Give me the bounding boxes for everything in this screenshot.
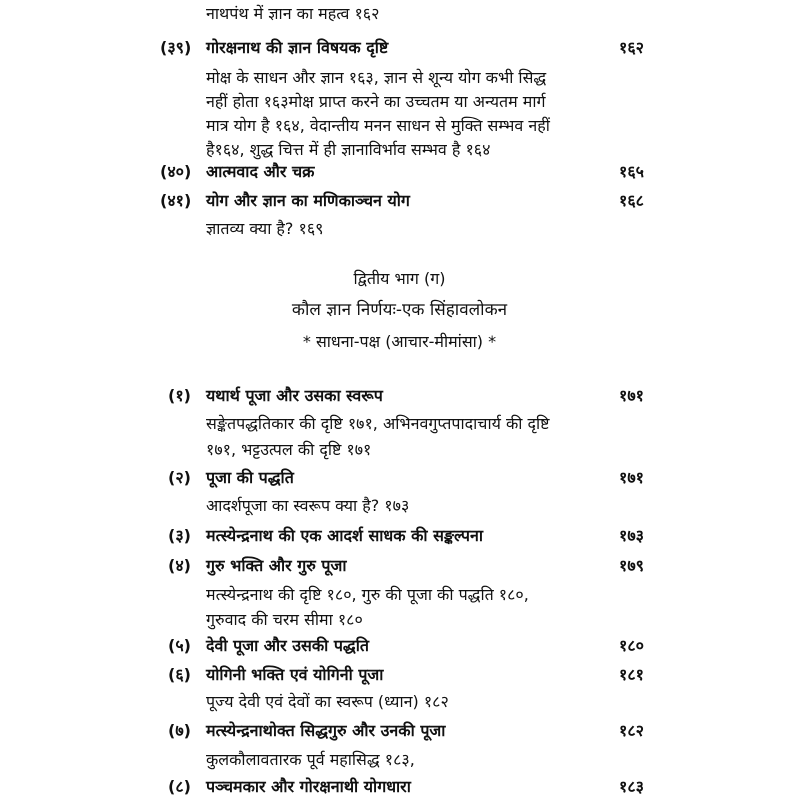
entry-page-number: १७१ xyxy=(619,386,644,405)
entry-page-number: १८० xyxy=(619,636,644,655)
entry-detail-line: कुलकौलावतारक पूर्व महासिद्ध १८३, xyxy=(206,750,415,769)
entry-page-number: १८२ xyxy=(619,721,644,740)
entry-title: गोरक्षनाथ की ज्ञान विषयक दृष्टि xyxy=(206,38,389,57)
entry-detail-line: नहीं होता १६३मोक्ष प्राप्त करने का उच्चतम या अन्यतम मार्ग xyxy=(206,92,546,111)
entry-page-number: १६२ xyxy=(619,38,644,57)
entry-detail-line: है१६४, शुद्ध चित्त में ही ज्ञानाविर्भाव सम्भव है १६४ xyxy=(206,140,491,159)
entry-page-number: १८३ xyxy=(619,777,644,796)
entry-title: यथार्थ पूजा और उसका स्वरूप xyxy=(206,386,383,405)
entry-number: (४०) xyxy=(160,162,192,181)
entry-title: पूजा की पद्धति xyxy=(206,468,294,487)
section-subtitle: * साधना-पक्ष (आचार-मीमांसा) * xyxy=(302,332,497,351)
entry-title: देवी पूजा और उसकी पद्धति xyxy=(206,636,369,655)
entry-page-number: १७९ xyxy=(619,556,644,575)
entry-page-number: १६८ xyxy=(619,191,644,210)
entry-title: गुरु भक्ति और गुरु पूजा xyxy=(206,556,347,575)
entry-title: योग और ज्ञान का मणिकाञ्चन योग xyxy=(206,191,410,210)
entry-number: (६) xyxy=(168,665,191,684)
continuation-line: नाथपंथ में ज्ञान का महत्व १६२ xyxy=(206,4,380,23)
entry-number: (३९) xyxy=(160,38,192,57)
entry-number: (८) xyxy=(168,777,191,796)
entry-detail-line: मात्र योग है १६४, वेदान्तीय मनन साधन से मुक्ति सम्भव नहीं xyxy=(206,116,550,135)
entry-number: (५) xyxy=(168,636,191,655)
entry-title: योगिनी भक्ति एवं योगिनी पूजा xyxy=(206,665,384,684)
entry-detail-line: आदर्शपूजा का स्वरूप क्या है? १७३ xyxy=(206,496,410,515)
entry-detail-line: सङ्केतपद्धतिकार की दृष्टि १७१, अभिनवगुप्तपादाचार्य की दृष्टि xyxy=(206,414,550,433)
entry-detail-line: गुरुवाद की चरम सीमा १८० xyxy=(206,610,363,629)
entry-title: आत्मवाद और चक्र xyxy=(206,162,315,181)
entry-title: मत्स्येन्द्रनाथ की एक आदर्श साधक की सङ्कल्पना xyxy=(206,526,484,545)
section-title: कौल ज्ञान निर्णयः-एक सिंहावलोकन xyxy=(291,300,508,320)
entry-number: (१) xyxy=(168,386,191,405)
entry-detail-line: १७१, भट्टउत्पल की दृष्टि १७१ xyxy=(206,440,372,459)
entry-detail-line: ज्ञातव्य क्या है? १६९ xyxy=(206,219,324,238)
entry-title: पञ्चमकार और गोरक्षनाथी योगधारा xyxy=(206,777,411,796)
entry-number: (४) xyxy=(168,556,191,575)
entry-detail-line: मोक्ष के साधन और ज्ञान १६३, ज्ञान से शून्य योग कभी सिद्ध xyxy=(206,68,547,87)
section-part-heading: द्वितीय भाग (ग) xyxy=(353,269,446,288)
entry-detail-line: मत्स्येन्द्रनाथ की दृष्टि १८०, गुरु की पूजा की पद्धति १८०, xyxy=(206,585,529,604)
entry-number: (३) xyxy=(168,526,191,545)
entry-page-number: १७१ xyxy=(619,468,644,487)
entry-detail-line: पूज्य देवी एवं देवों का स्वरूप (ध्यान) १८२ xyxy=(206,692,449,711)
entry-number: (७) xyxy=(168,721,191,740)
entry-number: (४१) xyxy=(160,191,192,210)
entry-page-number: १७३ xyxy=(619,526,644,545)
entry-page-number: १६५ xyxy=(619,162,644,181)
entry-number: (२) xyxy=(168,468,191,487)
entry-title: मत्स्येन्द्रनाथोक्त सिद्धगुरु और उनकी पूजा xyxy=(206,721,446,740)
entry-page-number: १८१ xyxy=(619,665,644,684)
